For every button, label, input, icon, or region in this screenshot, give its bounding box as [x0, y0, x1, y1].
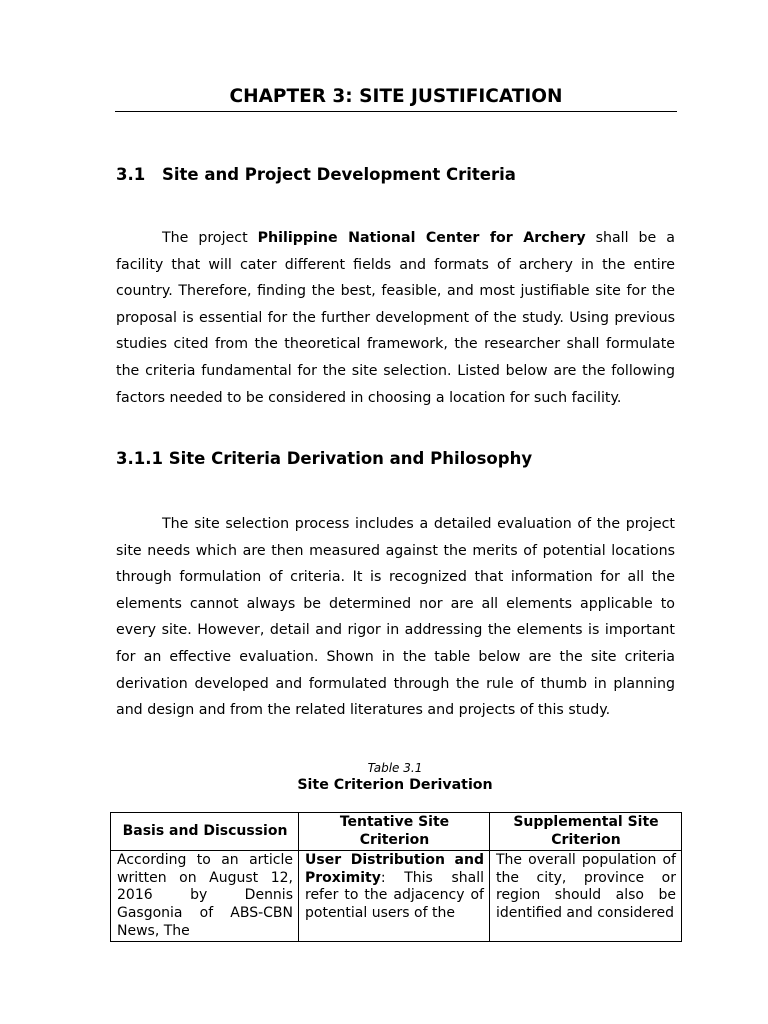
header-tentative: Tentative Site Criterion [299, 813, 490, 851]
chapter-title: CHAPTER 3: SITE JUSTIFICATION [115, 86, 677, 112]
table-number: Table 3.1 [367, 761, 423, 775]
intro-paragraph [116, 225, 675, 411]
table-header-row [111, 813, 682, 851]
header-basis: Basis and Discussion [111, 813, 299, 851]
intro-text-post: shall be a facility that will cater different fields and formats of archery in the entire country. Therefore, finding the best, feasible, and most justifiable site for the proposal is essential for the further development of the study. Using previous studies cited from the theoretical framework, the researcher shall formulate the criteria fundamental for the site selection. Listed below are the following factors needed to be considered in choosing a location for such facility. [116, 230, 675, 406]
site-criterion-table [110, 812, 682, 942]
cell-basis: According to an article written on August 12, 2016 by Dennis Gasgonia of ABS-CBN News, The [111, 851, 299, 942]
criterion-name: User Distribution and Proximity [305, 852, 484, 886]
derivation-paragraph [116, 511, 675, 724]
cell-tentative [299, 851, 490, 942]
section-heading-3-1-1: 3.1.1 Site Criteria Derivation and Philosophy [116, 449, 533, 468]
section-title: Site and Project Development Criteria [162, 165, 516, 184]
table-caption [110, 760, 680, 794]
table-title: Site Criterion Derivation [297, 777, 493, 793]
cell-supplemental: The overall population of the city, province or region should also be identified and considered [490, 851, 682, 942]
table-row [111, 851, 682, 942]
section-number: 3.1 [116, 165, 146, 184]
intro-text-pre: The project [162, 230, 258, 246]
criterion-text: : This shall refer to the adjacency of potential users of the [305, 869, 484, 921]
project-name: Philippine National Center for Archery [257, 230, 586, 246]
derivation-text: The site selection process includes a detailed evaluation of the project site needs which are then measured against the merits of potential locations through formulation of criteria. It is recognized that information for all the elements cannot always be determined nor are all elements applicable to every site. However, detail and rigor in addressing the elements is important for an effective evaluation. Shown in the table below are the site criteria derivation developed and formulated through the rule of thumb in planning and design and from the related literatures and projects of this study. [116, 516, 675, 719]
section-heading-3-1 [116, 165, 516, 184]
header-supplemental: Supplemental Site Criterion [490, 813, 682, 851]
